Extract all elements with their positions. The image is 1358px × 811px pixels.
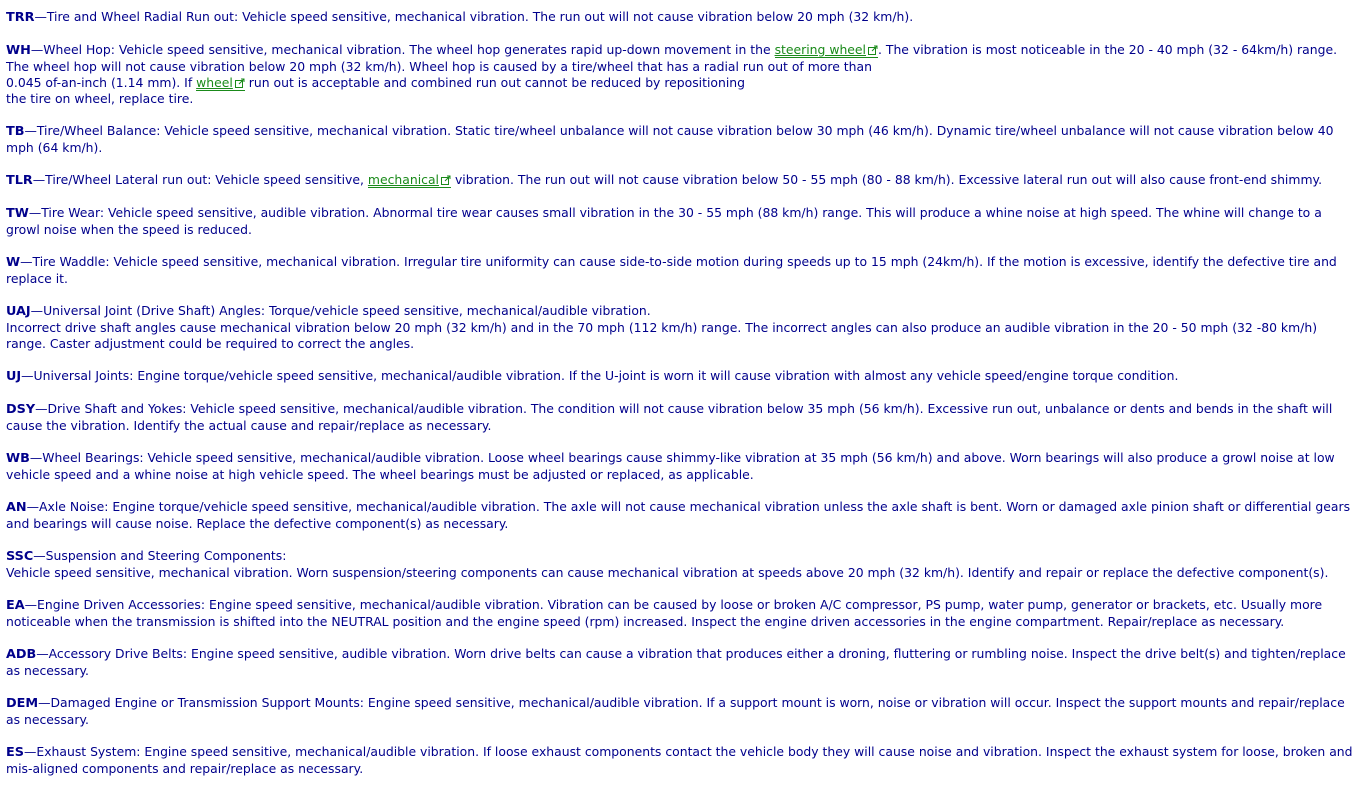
entry-an <box>6 499 1354 532</box>
entry-text: Incorrect drive shaft angles cause mechanical vibration below 20 mph (32 km/h) and in the 70 mph (112 km/h) range. The incorrect angles can also produce an audible vibration in the 20 - 50 mph (32 -80 km/h) range. Caster adjustment could be required to correct the angles. <box>6 320 1318 351</box>
entry-tb <box>6 123 1354 156</box>
entry-w <box>6 254 1354 287</box>
dash: — <box>30 42 44 57</box>
code-label: UAJ <box>6 304 31 319</box>
link-text: steering wheel <box>774 42 866 57</box>
entry-text: Vehicle speed sensitive, mechanical vibration. Worn suspension/steering components can cause mechanical vibration at speeds above 20 mph (32 km/h). Identify and repair or replace the defective component(s). <box>6 565 1329 580</box>
external-link-icon <box>868 45 878 55</box>
external-link-icon <box>235 78 245 88</box>
code-label: WB <box>6 451 30 466</box>
link-text: mechanical <box>367 172 440 187</box>
entry-text: Universal Joints: Engine torque/vehicle speed sensitive, mechanical/audible vibration. If the U-joint is worn it will cause vibration with almost any vehicle speed/engine torque condition. <box>33 368 1179 383</box>
code-label: DEM <box>6 696 39 711</box>
entry-text: run out is acceptable and combined run out cannot be reduced by repositioning <box>244 75 746 90</box>
entry-text: Tire and Wheel Radial Run out: Vehicle speed sensitive, mechanical vibration. The run out will not cause vibration below 20 mph (32 km/h). <box>46 9 914 24</box>
dash: — <box>29 450 43 465</box>
entry-adb <box>6 646 1354 679</box>
entry-text: Wheel Bearings: Vehicle speed sensitive, mechanical/audible vibration. Loose wheel bearings cause shimmy-like vibration at 35 mph (56 km/h) and above. Worn bearings will also produce a growl noise at low vehicle speed and a whine noise at high vehicle speed. The wheel bearings must be adjusted or replaced, as applicable. <box>6 450 1335 482</box>
code-label: UJ <box>6 369 22 384</box>
entry-text: vibration. The run out will not cause vibration below 50 - 55 mph (80 - 88 km/h). Excessive lateral run out will also cause front-end shimmy. <box>451 172 1323 187</box>
dash: — <box>28 205 42 220</box>
mechanical-link[interactable] <box>368 172 451 188</box>
code-label: ADB <box>6 647 37 662</box>
code-label: SSC <box>6 549 34 564</box>
entry-text: Drive Shaft and Yokes: Vehicle speed sensitive, mechanical/audible vibration. The condition will not cause vibration below 35 mph (56 km/h). Excessive run out, unbalance or dents and bends in the shaft will cause the vibration. Identify the actual cause and repair/replace as necessary. <box>6 401 1333 433</box>
entry-dem <box>6 695 1354 728</box>
entry-text: Accessory Drive Belts: Engine speed sensitive, audible vibration. Worn drive belts can cause a vibration that produces either a droning, fluttering or rumbling noise. Inspect the drive belt(s) and tighten/replace as necessary. <box>6 646 1346 678</box>
external-link-icon <box>441 175 451 185</box>
code-label: W <box>6 255 21 270</box>
wheel-link[interactable] <box>196 75 245 91</box>
entry-uj <box>6 368 1354 385</box>
entry-text: Engine Driven Accessories: Engine speed sensitive, mechanical/audible vibration. Vibration can be caused by loose or broken A/C compressor, PS pump, water pump, generator or brackets, etc. Usually more noticeable when the transmission is shifted into the NEUTRAL position and the engine speed (rpm) increased. Inspect the engine driven accessories in the engine compartment. Repair/replace as necessary. <box>6 597 1323 629</box>
entry-text: Damaged Engine or Transmission Support Mounts: Engine speed sensitive, mechanical/audible vibration. If a support mount is worn, noise or vibration will occur. Inspect the support mounts and repair/replace as necessary. <box>6 695 1345 727</box>
entry-text: Tire Wear: Vehicle speed sensitive, audible vibration. Abnormal tire wear causes small vibration in the 30 - 55 mph (88 km/h) range. This will produce a whine noise at high speed. The whine will change to a growl noise when the speed is reduced. <box>6 205 1322 237</box>
dash: — <box>38 695 51 710</box>
dash: — <box>30 303 44 318</box>
code-label: WH <box>6 43 31 58</box>
diagnostic-code-list <box>6 9 1354 793</box>
entry-trr <box>6 9 1354 26</box>
entry-ea <box>6 597 1354 630</box>
entry-text: Tire/Wheel Lateral run out: Vehicle speed sensitive, <box>45 172 368 187</box>
entry-text: . The vibration is most noticeable in the 20 - 40 mph (32 - 64km/h) range. The wheel hop will not cause vibration below 20 mph (32 km/h). Wheel hop is caused by a tire/wheel that has a radial run out of more than <box>6 42 1338 74</box>
entry-text: Wheel Hop: Vehicle speed sensitive, mechanical vibration. The wheel hop generates rapid up-down movement in the <box>43 42 775 57</box>
dash: — <box>24 597 38 612</box>
dash: — <box>26 499 40 514</box>
entry-wb <box>6 450 1354 483</box>
entry-text: Tire/Wheel Balance: Vehicle speed sensitive, mechanical vibration. Static tire/wheel unbalance will not cause vibration below 30 mph (46 km/h). Dynamic tire/wheel unbalance will not cause vibration below 40 mph (64 km/h). <box>6 123 1334 155</box>
entry-text: Universal Joint (Drive Shaft) Angles: Torque/vehicle speed sensitive, mechanical/audible vibration. <box>43 303 651 318</box>
code-label: ES <box>6 745 24 760</box>
dash: — <box>35 401 48 416</box>
entry-text: Suspension and Steering Components: <box>45 548 287 563</box>
dash: — <box>36 646 49 661</box>
dash: — <box>34 9 47 24</box>
entry-text: the tire on wheel, replace tire. <box>6 91 194 106</box>
entry-tlr <box>6 172 1354 189</box>
code-label: EA <box>6 598 25 613</box>
dash: — <box>24 123 37 138</box>
entry-uaj <box>6 303 1354 352</box>
steering-wheel-link[interactable] <box>775 42 878 58</box>
link-text: wheel <box>196 75 233 90</box>
dash: — <box>23 744 37 759</box>
code-label: TB <box>6 124 25 139</box>
entry-text: Exhaust System: Engine speed sensitive, mechanical/audible vibration. If loose exhaust components contact the vehicle body they will cause noise and vibration. Inspect the exhaust system for loose, broken and mis-aligned components and repair/replace as necessary. <box>6 744 1353 776</box>
dash: — <box>33 548 46 563</box>
entry-tw <box>6 205 1354 238</box>
code-label: AN <box>6 500 27 515</box>
code-label: TW <box>6 206 29 221</box>
entry-es <box>6 744 1354 777</box>
code-label: TRR <box>6 10 35 25</box>
code-label: DSY <box>6 402 36 417</box>
entry-wh <box>6 42 1354 107</box>
entry-ssc <box>6 548 1354 581</box>
dash: — <box>20 254 33 269</box>
dash: — <box>21 368 34 383</box>
entry-text: 0.045 of-an-inch (1.14 mm). If <box>6 75 197 90</box>
entry-text: Tire Waddle: Vehicle speed sensitive, mechanical vibration. Irregular tire uniformity can cause side-to-side motion during speeds up to 15 mph (24km/h). If the motion is excessive, identify the defective tire and replace it. <box>6 254 1337 286</box>
dash: — <box>32 172 46 187</box>
entry-dsy <box>6 401 1354 434</box>
entry-text: Axle Noise: Engine torque/vehicle speed sensitive, mechanical/audible vibration. The axle will not cause mechanical vibration unless the axle shaft is bent. Worn or damaged axle pinion shaft or differential gears and bearings will cause noise. Replace the defective component(s) as necessary. <box>6 499 1351 531</box>
code-label: TLR <box>6 173 33 188</box>
